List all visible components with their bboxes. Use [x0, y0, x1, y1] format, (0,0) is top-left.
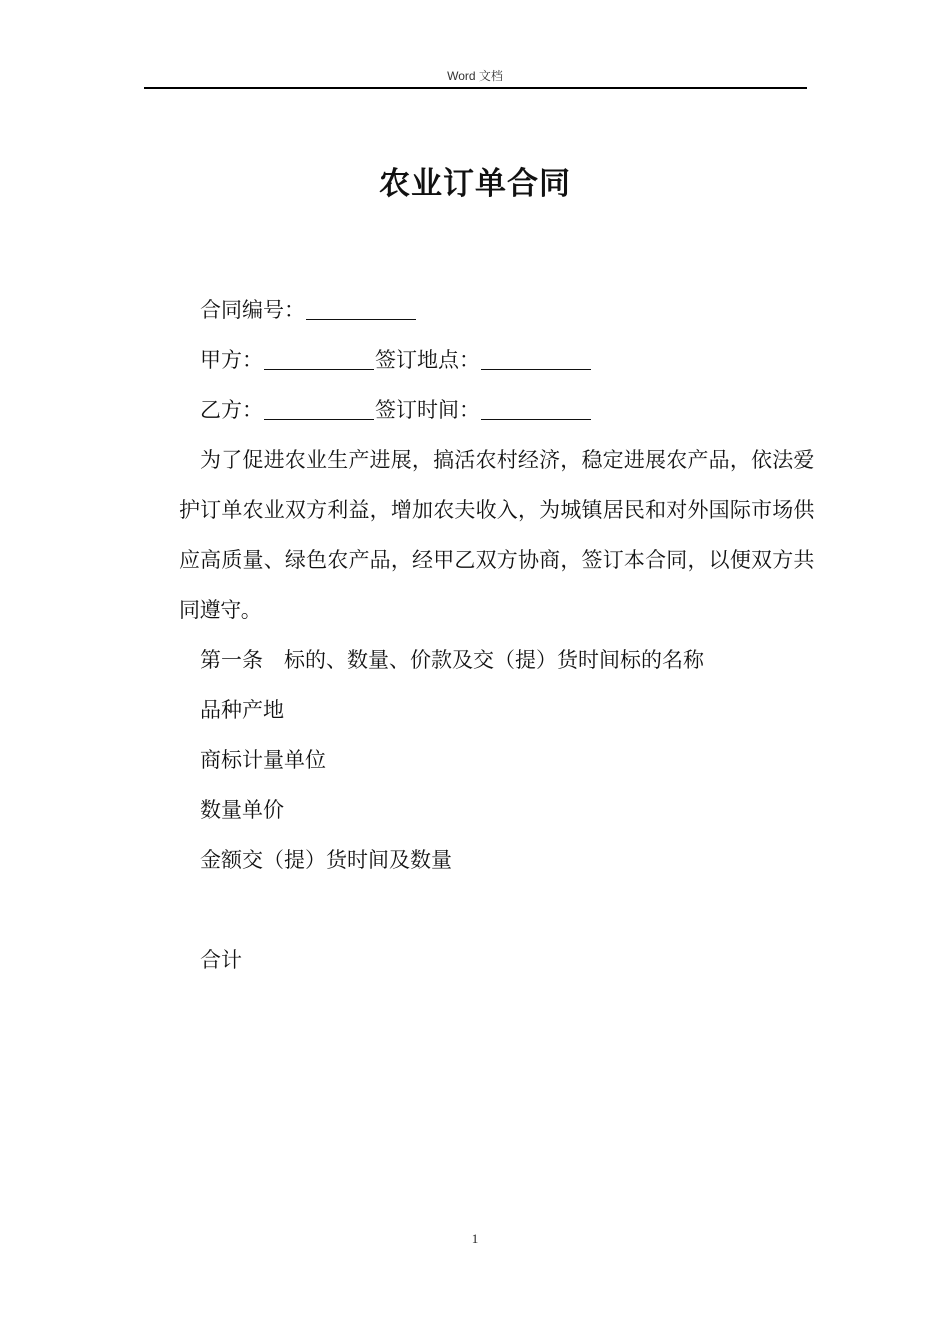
total-label: 合计 — [200, 948, 242, 972]
sign-place-blank — [481, 347, 591, 370]
page-header-text: Word 文档 — [447, 69, 503, 83]
header-divider — [144, 87, 807, 89]
party-b-label: 乙方： — [200, 398, 263, 422]
sign-time-blank — [481, 397, 591, 420]
blank-row — [179, 885, 814, 935]
table-line-price: 数量单价 — [200, 798, 284, 822]
sign-time-label: 签订时间： — [375, 398, 480, 422]
party-a-blank — [264, 347, 374, 370]
table-line-delivery: 金额交（提）货时间及数量 — [200, 848, 452, 872]
party-b-line — [179, 385, 814, 435]
contract-number-label: 合同编号： — [200, 298, 305, 322]
document-title: 农业订单合同 — [379, 166, 571, 202]
contract-number-blank — [306, 297, 416, 320]
document-body — [179, 285, 814, 985]
table-line-unit: 商标计量单位 — [200, 748, 326, 772]
party-b-blank — [264, 397, 374, 420]
sign-place-label: 签订地点： — [375, 348, 480, 372]
article-1-heading: 第一条 标的、数量、价款及交（提）货时间标的名称 — [200, 648, 704, 672]
party-a-line — [179, 335, 814, 385]
intro-paragraph: 为了促进农业生产进展，搞活农村经济，稳定进展农产品，依法爱护订单农业双方利益，增加农夫收入，为城镇居民和对外国际市场供应高质量、绿色农产品，经甲乙双方协商，签订本合同，以便双方共同遵守。 — [179, 448, 814, 622]
page-number: 1 — [471, 1231, 479, 1246]
party-a-label: 甲方： — [200, 348, 263, 372]
contract-number-line — [179, 285, 814, 335]
table-line-origin: 品种产地 — [200, 698, 284, 722]
